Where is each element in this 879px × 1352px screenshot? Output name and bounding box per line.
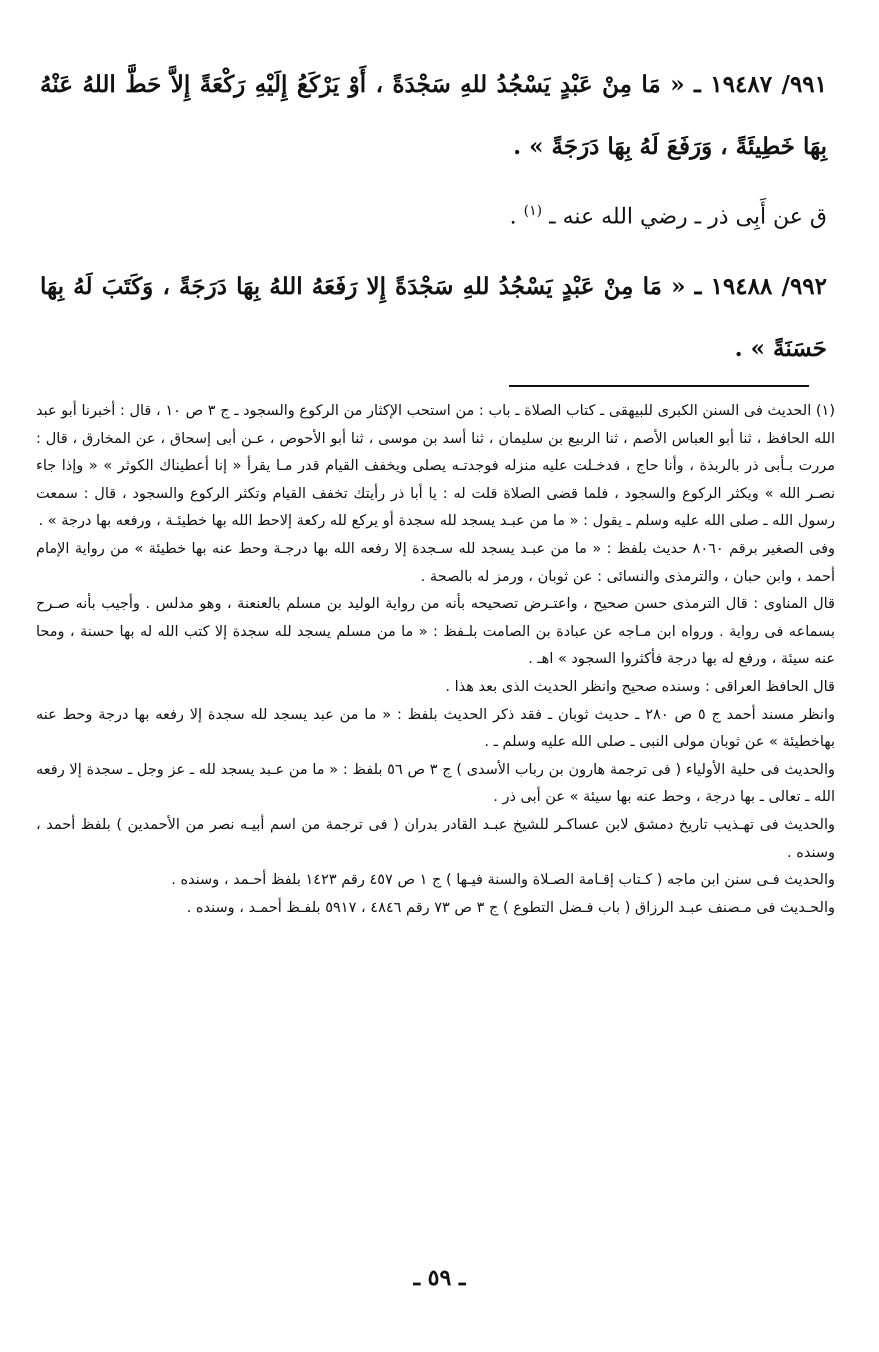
- page-number: ـ ٥٩ ـ: [413, 1265, 466, 1291]
- footnote-paragraph: وانظر مسند أحمد ج ٥ ص ٢٨٠ ـ حديث ثوبان ـ فقد ذكر الحديث بلفظ : « ما من عبد يسجد لله سجدة إلا رفعه بها درجة وحط عنه بهاخطيئة » عن ثوبان مولى النبى ـ صلى الله عليه وسلم ـ .: [36, 706, 836, 751]
- hadith-992: [40, 256, 827, 380]
- hadith-991: [40, 54, 827, 178]
- hadith-991-line-2: بِهَا خَطِيئَةً ، وَرَفَعَ لَهُ بِهَا دَرَجَةً » .: [513, 133, 827, 160]
- footnote-separator: [509, 385, 809, 387]
- source-text: ق عن أَبِى ذر ـ رضي الله عنه ـ: [549, 204, 827, 230]
- hadith-991-source: [40, 180, 827, 248]
- footnote-paragraph: والحديث فـى سنن ابن ماجه ( كـتاب إقـامة الصـلاة والسنة فيـها ) ج ١ ص ٤٥٧ رقم ١٤٢٣ بلفظ أحـمد ، وسنده .: [171, 872, 835, 889]
- footnote-ref: (١): [523, 203, 543, 219]
- footnote-paragraph: (١) الحديث فى السنن الكبرى للبيهقى ـ كتاب الصلاة ـ باب : من استحب الإكثار من الركوع والسجود ـ ج ٣ ص ١٠ ، قال : أخبرنا أبو عبد الله الحافظ ، ثنا أبو العباس الأصم ، ثنا الربيع بن سليمان ، ثنا أسد بن موسى ، ثنا أبو الأحوص ، عـن أبى إسحاق ، عن المخارق ، قال : مررت بـأبى ذر بالربذة ، وأنا حاج ، فدخـلت عليه منزله فوجدتـه يصلى ويخفف القيام قدر مـا يقرأ « إنا أعطيناك الكوثر » « وإذا جاء نصـر الله » ويكثر الركوع والسجود ، فلما قضى الصلاة قلت له : يا أبا ذر رأيتك تخفف القيام وتكثر الركوع والسجود ، قال : سمعت رسول الله ـ صلى الله عليه وسلم ـ يقول : « ما من عبـد يسجد لله سجدة أو يركع لله ركعة إلاحط الله بها خطيئـة ، ورفعه بها درجة » .: [36, 403, 835, 530]
- footnote-paragraph: وفى الصغير برقم ٨٠٦٠ حديث بلفظ : « ما من عبـد يسجد لله سـجدة إلا رفعه الله بها درجـة وحط عنه بها خطيئة » من رواية الإمام أحمد ، وابن حبان ، والترمذى والنسائى : عن ثوبان ، ورمز له بالصحة .: [36, 540, 835, 585]
- footnotes: [36, 398, 835, 922]
- footnote-paragraph: قال المناوى : قال الترمذى حسن صحيح ، واعتـرض تصحيحه بأنه من رواية الوليد بن مسلم بالعنعنة ، وهو مدلس . وأجيب بأنه صـرح بسماعه فى رواية . ورواه ابن مـاجه عن عبادة بن الصامت بلـفظ : « ما من مسلم يسجد لله سجدة إلا كتب الله له بها حسنة ، ومحا عنه سيئة ، ورفع له بها درجة فأكثروا السجود » اهـ .: [36, 596, 835, 668]
- hadith-991-line-1: ٩٩١/ ١٩٤٨٧ ـ « مَا مِنْ عَبْدٍ يَسْجُدُ للهِ سَجْدَةً ، أَوْ يَرْكَعُ إِلَيْهِ رَكْعَةً إِلاَّ حَطَّ اللهُ عَنْهُ: [40, 71, 827, 98]
- footnote-paragraph: والحديث فى حلية الأولياء ( فى ترجمة هارون بن رباب الأسدى ) ج ٣ ص ٥٦ بلفظ : « ما من عـبد يسجد لله ـ عز وجل ـ سجدة إلا رفعه الله ـ تعالى ـ بها درجة ، وحط عنه بها سيئة » عن أبى ذر .: [36, 761, 836, 806]
- source-end: .: [509, 204, 517, 230]
- hadith-992-line-2: حَسَنَةً » .: [734, 335, 827, 363]
- hadith-992-line-1: ٩٩٢/ ١٩٤٨٨ ـ « مَا مِنْ عَبْدٍ يَسْجُدُ للهِ سَجْدَةً إِلا رَفَعَهُ اللهُ بِهَا دَرَجَةً ، وَكَتَبَ لَهُ بِهَا: [40, 273, 827, 301]
- footnote-paragraph: قال الحافظ العراقى : وسنده صحيح وانظر الحديث الذى بعد هذا .: [445, 678, 835, 695]
- footnote-paragraph: والحديث فى تهـذيب تاريخ دمشق لابن عساكـر للشيخ عبـد القادر بدران ( فى ترجمة من اسم أبيـه نصر من الأحمدين ) بلفظ أحمد ، وسنده .: [36, 816, 835, 861]
- main-text: [40, 54, 827, 380]
- footnote-paragraph: والحـديث فى مـصنف عبـد الرزاق ( باب فـضل التطوع ) ج ٣ ص ٧٣ رقم ٤٨٤٦ ، ٥٩١٧ بلفـظ أحمـد ، وسنده .: [186, 899, 835, 916]
